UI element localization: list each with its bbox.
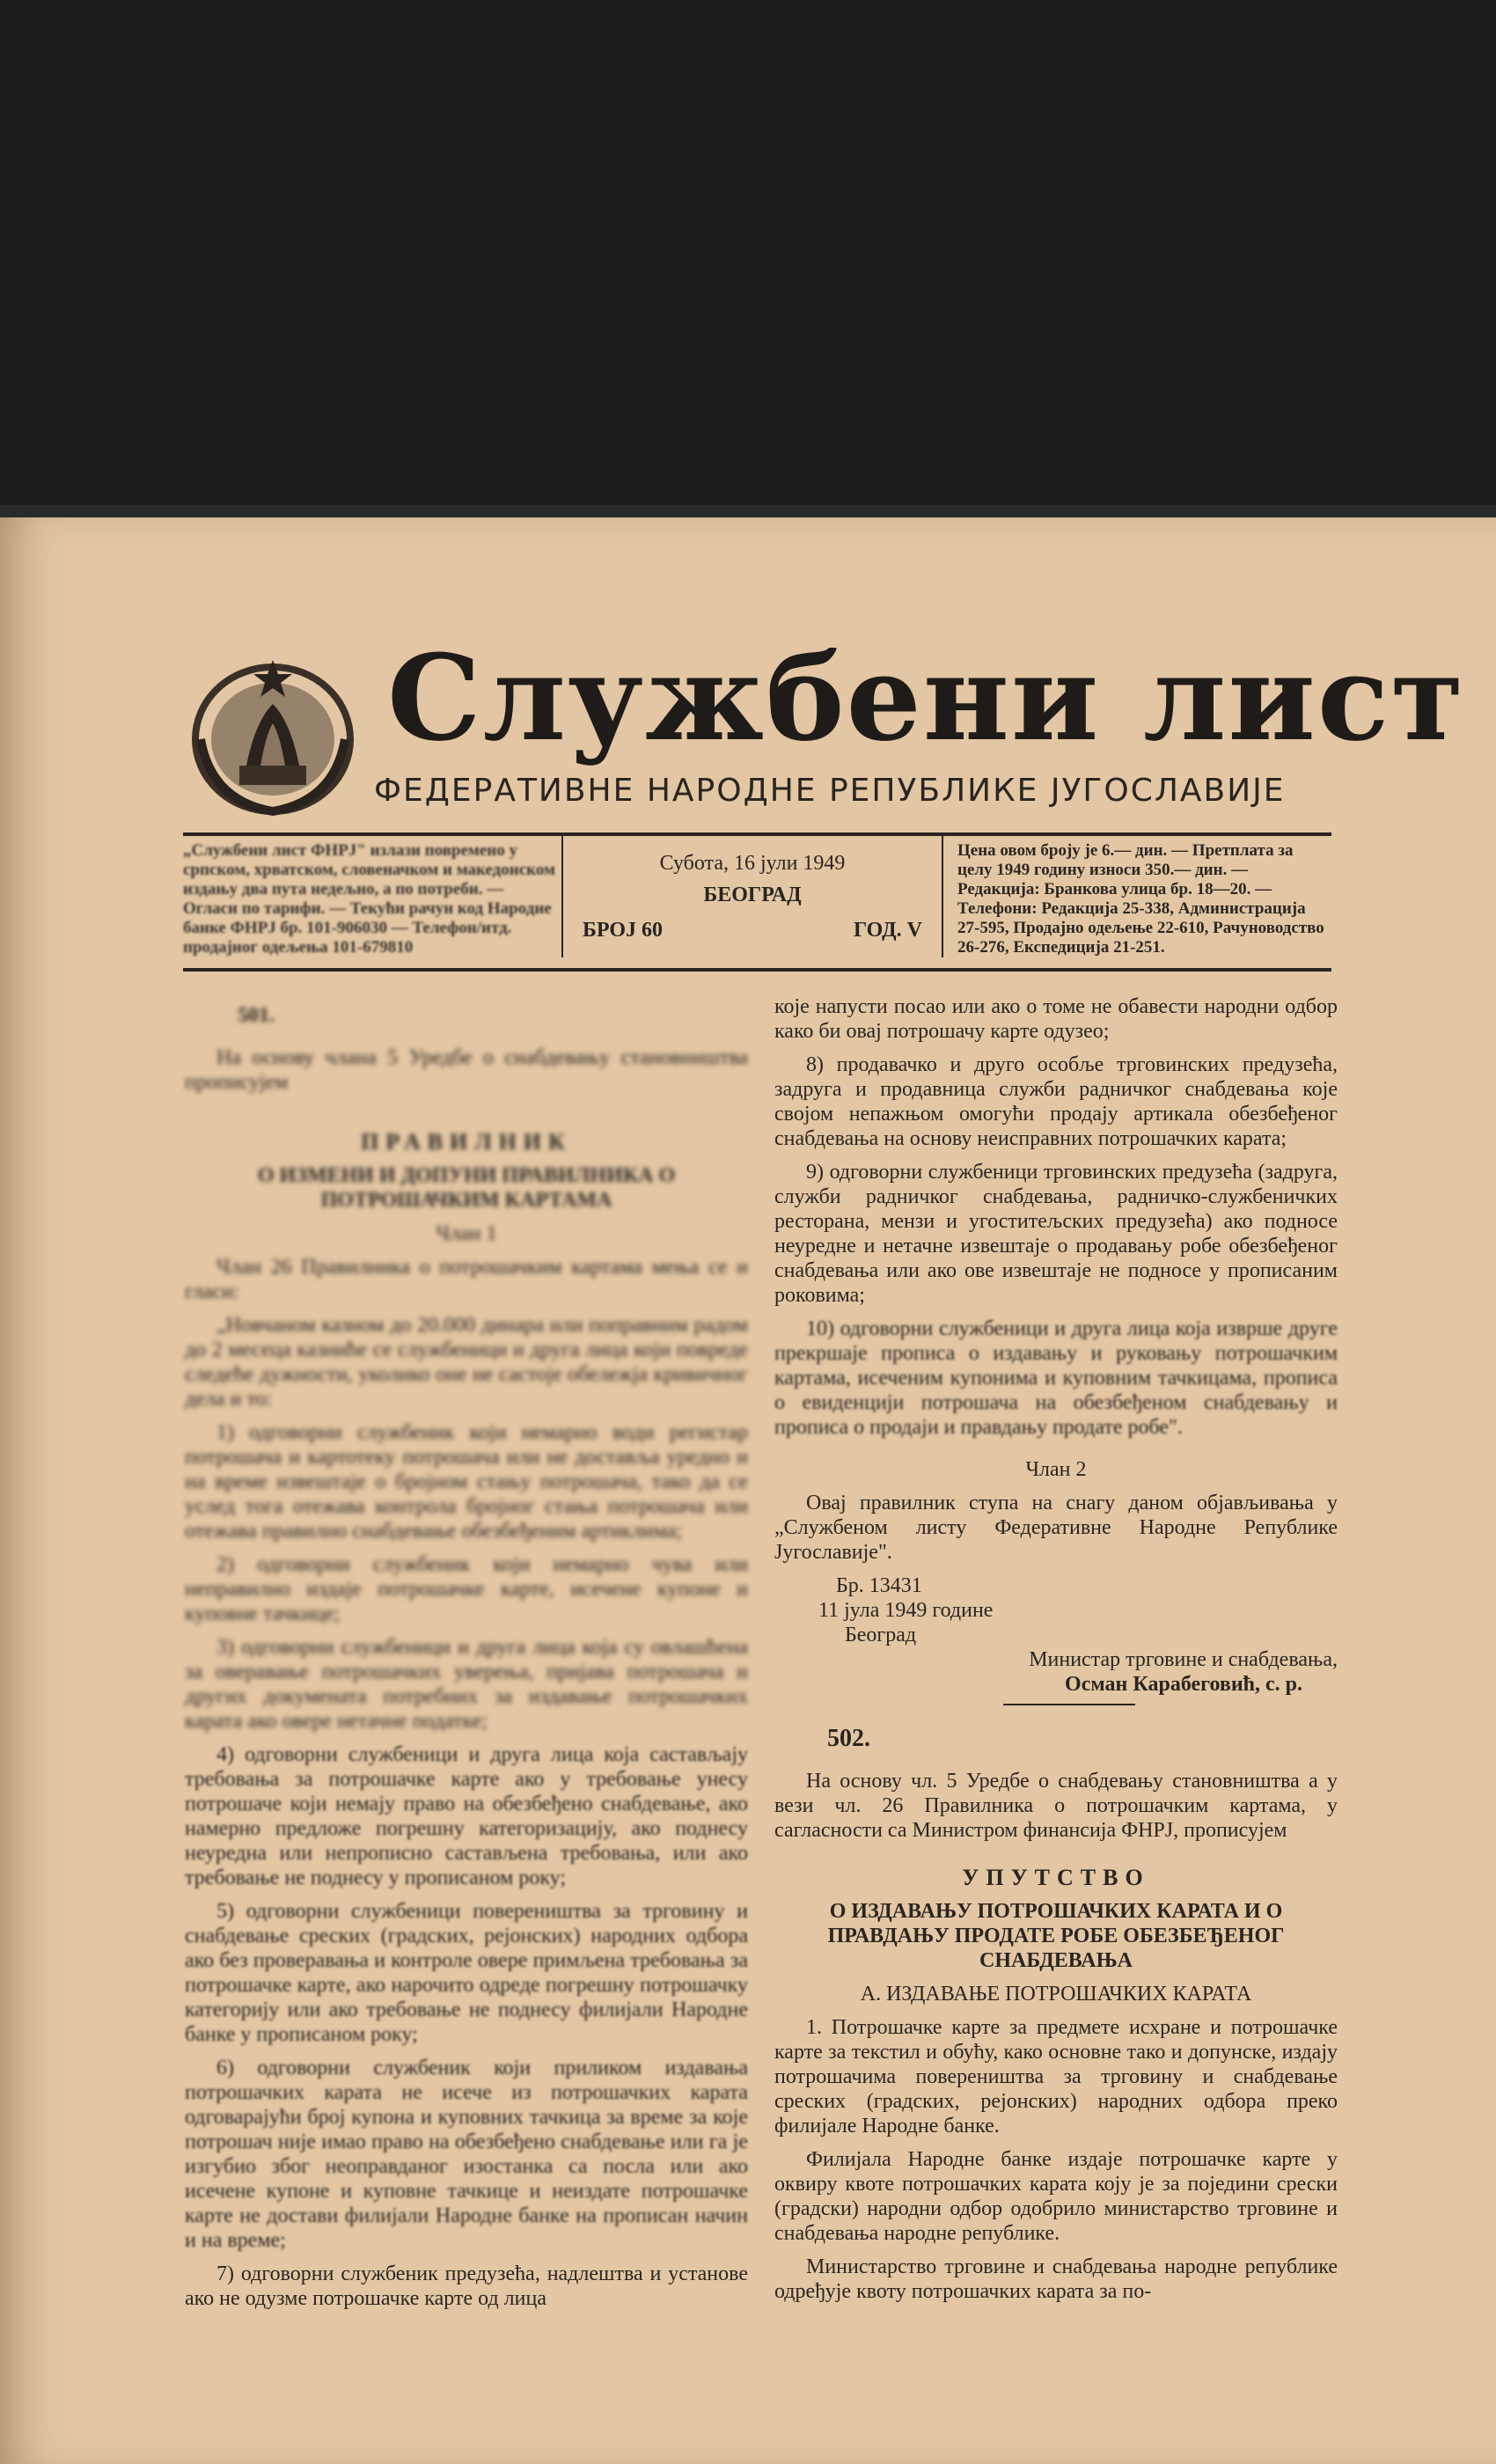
issue-date: Субота, 16 јули 1949 [659,852,846,875]
newspaper-title: Службени лист [387,628,1466,767]
left-column [185,994,748,2320]
signing-city: Београд [845,1624,917,1646]
paragraph: 4) одговорни службеници и друга лица која састављају требовања за потрошачке карте ако у требовање унесу потрошаче који немају право на обезбеђено снабдевање, ако намерно предложе погрешну категоризацију, ако поднесу неуредна или непрописно састављена требовања, или ако требовање не поднесу у прописаном року; [185,1743,748,1889]
page-edge-shadow [0,505,1496,517]
signing-date: 11 јула 1949 године [818,1599,994,1622]
article-number: 502. [827,1725,870,1752]
minister-title: Министар трговине и снабдевања, [1029,1648,1338,1671]
paragraph: 7) одговорни службеник предузећа, надлештва и установе ако не одузме потрошачке карте од лица [185,2262,748,2310]
scanner-background [0,0,1496,517]
issue-number: БРОЈ 60 [583,919,664,942]
paragraph: „Новчаном казном до 20.000 динара или поправним радом до 2 месеца казниће се службеници и друга лица који повреде следеће дужности, уколико оне не састоје обележја кривичног дела и то: [185,1314,748,1411]
price-and-contacts: Цена овом броју је 6.— дин. — Претплата за целу 1949 годину износи 350.— дин. — Редакција: Бранкова улица бр. 18—20. — Телефони: Редакција 25-338, Администрација 27-595, Продајно одељење 22-610, Рачуноводство 26-276, Експедиција 21-251. [957,841,1324,957]
paragraph: 9) одговорни службеници трговинских предузећа (задруга, служби радничког снабдевања, радничко-службеничких ресторана, мензи и угоститељских предузећа) ако подносе неуредне и нетачне извештаје о продавању робе обезбеђеног снабдевања или ако ове извештаје не подносе у прописаним роковима; [774,1161,1338,1307]
masthead [185,628,1466,818]
article-number: 501. [238,1004,275,1027]
paragraph: 2) одговорни службеник који немарно чува или неправилно издаје потрошачке карте, исечене купоне и куповне тачкице; [185,1553,748,1625]
issue-info-bar [183,832,1331,972]
right-column [774,994,1338,2313]
paragraph: 8) продавачко и друго особље трговинских предузећа, задруга и продавница служби радничког снабдевања које својом непажњом омогући продају артикала обезбеђеног снабдевања на основу неисправних потрошачких карата; [774,1053,1338,1150]
issue-date-block [561,836,943,957]
paragraph: 6) одговорни службеник који приликом издавања потрошачких карата не исече из потрошачких карата одговарајући број купона и куповних тачкица за време за које потрошач није имао право на обезбеђено снабдевање или га је изгубио због неоправданог изостанка са посла или ако исечене купоне и куповне тачкице и неиздате потрошачке карте не достави филијали Народне банке на прописан начин и на време; [185,2057,748,2252]
paragraph: Овај правилник ступа на снагу даном објављивања у „Службеном листу Федеративне Народне Републике Југославије". [774,1492,1338,1564]
paragraph: 10) одговорни службеници и друга лица која изврше друге прекршаје прописа о издавању и руковању потрошачким картама, исеченим купонима и куповним тачкицама, прописа о евиденцији потрошача на обезбеђеном снабдевању и прописа о продаји и правдању продате робе". [774,1317,1338,1439]
publication-notice: „Службени лист ФНРЈ" излази повремено у српском, хрватском, словеначком и македонском издању два пута недељно, а по потреби. — Огласи по тарифи. — Текући рачун код Народне банке ФНРЈ бр. 101-906030 — Телефон/итд. продајног одељења 101-679810 [183,841,555,957]
article-title: Члан 1 [436,1222,497,1245]
paragraph: 5) одговорни службеници повереништва за трговину и снабдевање среских (градских, рејонских) народних одбора ако без проверавања и контроле овере примљена требовања за потрошачке карте, ако нарочито одреде погрешну потрошачку категорију или ако требовање не поднесу филијали Народне банке у прописаном року; [185,1900,748,2046]
intro-paragraph: На основу члана 5 Уредбе о снабдевању становништва прописујем [185,1046,748,1094]
separator-line [1003,1704,1135,1705]
newspaper-subtitle: ФЕДЕРАТИВНЕ НАРОДНЕ РЕПУБЛИКЕ ЈУГОСЛАВИЈЕ [374,773,1286,809]
section-heading: А. ИЗДАВАЊЕ ПОТРОШАЧКИХ КАРАТА [860,1983,1252,2006]
document-subheading: О ИЗДАВАЊУ ПОТРОШАЧКИХ КАРАТА И О ПРАВДАЊУ ПРОДАТЕ РОБЕ ОБЕЗБЕЂЕНОГ СНАБДЕВАЊА [827,1900,1285,1972]
document-heading: ПРАВИЛНИК [361,1129,572,1155]
issue-city: БЕОГРАД [703,884,802,906]
paragraph: Члан 26 Правилника о потрошачким картама мења се и гласи: [185,1256,748,1303]
paragraph: Филијала Народне банке издаје потрошачке карте у оквиру квоте потрошачких карата коју је за поједини срески (градски) народни одбор одобрило министарство трговине и снабдевања народне републике. [774,2148,1338,2245]
document-subheading: О ИЗМЕНИ И ДОПУНИ ПРАВИЛНИКА О ПОТРОШАЧКИМ КАРТАМА [257,1164,676,1212]
paragraph: 1. Потрошачке карте за предмете исхране и потрошачке карте за текстил и обућу, како основне тако и допунске, издају потрошачима повереништва за трговину и снабдевање среских (градских, рејонских) народних одбора преко филијале Народне банке. [774,2016,1338,2138]
intro-paragraph: На основу чл. 5 Уредбе о снабдевању становништва а у вези чл. 26 Правилника о потрошачким картама, у сагласности са Министром финансија ФНРЈ, прописујем [774,1770,1338,1842]
article-title: Члан 2 [1025,1458,1087,1481]
paragraph: 3) одговорни службеници и друга лица која су овлашћена за оверавање потрошачких уверења, пријава потрошача и других докумената потребних за издавање потрошачких карата ако овере нетачне податке; [185,1636,748,1733]
coat-of-arms-emblem [185,642,361,818]
document-heading: УПУТСТВО [962,1865,1150,1890]
paragraph: 1) одговорни службеник који немарно води регистар потрошача и картотеку потрошача или не доставља уредно и на време извештаје о бројном стању потрошача, тако да се услед тога отежава контрола бројног стања потрошача или отежава правилно снабдевање обезбеђеним артиклима; [185,1421,748,1543]
reference-number: Бр. 13431 [836,1574,922,1597]
paragraph: Министарство трговине и снабдевања народне републике одређује квоту потрошачких карата за по- [774,2255,1338,2303]
issue-year: ГОД. V [854,919,922,942]
minister-name: Осман Карабеговић, с. р. [1065,1673,1302,1696]
paragraph: које напусти посао или ако о томе не обавести народни одбор како би овај потрошачу карте одузео; [774,995,1338,1043]
